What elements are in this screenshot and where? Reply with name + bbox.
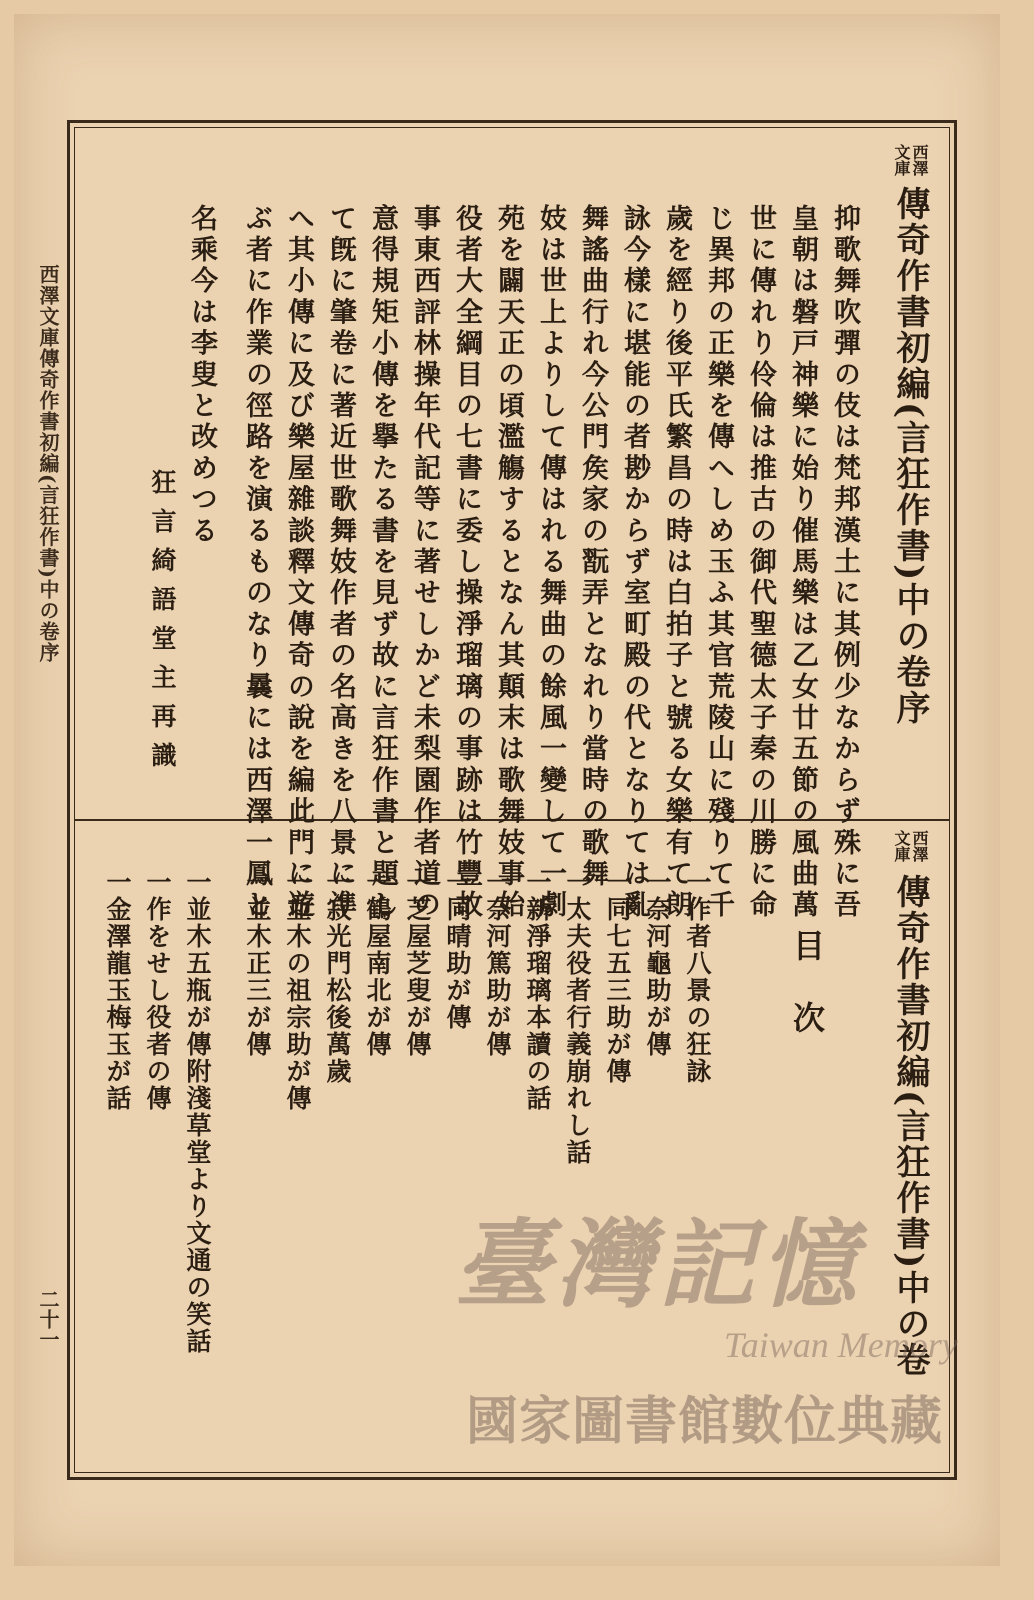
preface-column-13: て旣に肇卷に著近世歌舞妓作者の名高きを八景に凖 xyxy=(325,204,356,922)
toc-item-6: 一奈河篤助が傳 xyxy=(483,869,512,1058)
toc-item-11: 一並木の祖宗助が傳 xyxy=(283,869,312,1112)
watermark-sub-text: 國家圖書館數位典藏 xyxy=(466,1392,944,1452)
toc-item-2: 一奈河龜助が傳 xyxy=(643,869,672,1058)
preface-column-16: 名乘今は李叟と改めつる xyxy=(186,204,217,548)
toc-label-top: 西澤 xyxy=(910,830,929,862)
toc-item-5: 一新淨瑠璃本讀の話 xyxy=(523,869,552,1112)
preface-column-12: 意得規矩小傳を擧たる書を見ず故に言狂作書と題し xyxy=(367,204,398,922)
toc-item-1: 一作者八景の狂詠 xyxy=(683,869,712,1085)
book-page xyxy=(14,14,1000,1566)
toc-label-bottom: 文庫 xyxy=(892,830,911,862)
toc-collection-label xyxy=(888,830,928,870)
toc-heading: 目次 xyxy=(788,929,826,1073)
toc-item-10: 一寂光門松後萬歲 xyxy=(323,869,352,1085)
preface-column-9: 苑を闢天正の頃濫觴するとなん其顛末は歌舞妓事始 xyxy=(493,204,524,922)
preface-column-6: 詠今樣に堪能の者尠からず室町殿の代となりては亂 xyxy=(619,204,650,922)
preface-column-3: 世に傳れり伶倫は推古の御代聖德太子秦の川勝に命 xyxy=(745,204,776,922)
preface-column-8: 妓は世上よりして傳はれる舞曲の餘風一變して一劇 xyxy=(535,204,566,922)
toc-item-8: 一芝屋芝叟が傳 xyxy=(403,869,432,1058)
preface-column-7: 舞謠曲行れ今公門矦家の翫弄となれり當時の歌舞 xyxy=(577,204,608,891)
toc-item-13: 一並木五瓶が傳附淺草堂より文通の笑話 xyxy=(183,869,212,1355)
watermark-main-text: 臺灣記憶 xyxy=(454,1208,862,1321)
preface-title: 傳奇作書初編(言狂作書)中の卷序 xyxy=(890,186,930,727)
toc-item-3: 一同七五三助が傳 xyxy=(603,869,632,1085)
preface-column-2: 皇朝は磐戸神樂に始り催馬樂は乙女廿五節の風曲萬 xyxy=(787,204,818,922)
page-number: 二十一 xyxy=(36,1289,60,1349)
toc-item-15: 一金澤龍玉梅玉が話 xyxy=(103,869,132,1112)
preface-label-bottom: 文庫 xyxy=(892,144,911,176)
spine-title: 西澤文庫傳奇作書初編(言狂作書)中の卷序 xyxy=(36,264,60,663)
preface-column-14: へ其小傳に及び樂屋雜談釋文傳奇の說を編此門に遊 xyxy=(283,204,314,922)
preface-column-11: 事東西評林操年代記等に著せしかど未梨園作者道の xyxy=(409,204,440,922)
preface-column-10: 役者大全綱目の七書に委し操淨瑠璃の事跡は竹豐故 xyxy=(451,204,482,922)
preface-label-top: 西澤 xyxy=(910,144,929,176)
toc-item-4: 一太夫役者行義崩れし話 xyxy=(563,869,592,1166)
watermark-english-text: Taiwan Memory xyxy=(724,1325,958,1365)
toc-item-14: 一作をせし役者の傳 xyxy=(143,869,172,1112)
toc-item-9: 一鶴屋南北が傳 xyxy=(363,869,392,1058)
toc-item-12: 一並木正三が傳 xyxy=(243,869,272,1058)
toc-title: 傳奇作書初編(言狂作書)中の卷 xyxy=(890,874,930,1379)
preface-signature: 狂言綺語堂主再識 xyxy=(148,469,177,781)
preface-collection-label xyxy=(888,144,928,184)
preface-column-1: 抑歌舞吹彈の伎は梵邦漢土に其例少なからず殊に吾 xyxy=(829,204,860,922)
preface-column-5: 歲を經り後平氏繁昌の時は白拍子と號る女樂有て朗 xyxy=(661,204,692,922)
toc-item-7: 一同晴助が傳 xyxy=(443,869,472,1031)
preface-column-15: ぶ者に作業の徑路を演るものなり曩には西澤一鳳と xyxy=(241,204,272,922)
preface-column-4: じ異邦の正樂を傳へしめ玉ふ其官荒陵山に殘りて千 xyxy=(703,204,734,922)
